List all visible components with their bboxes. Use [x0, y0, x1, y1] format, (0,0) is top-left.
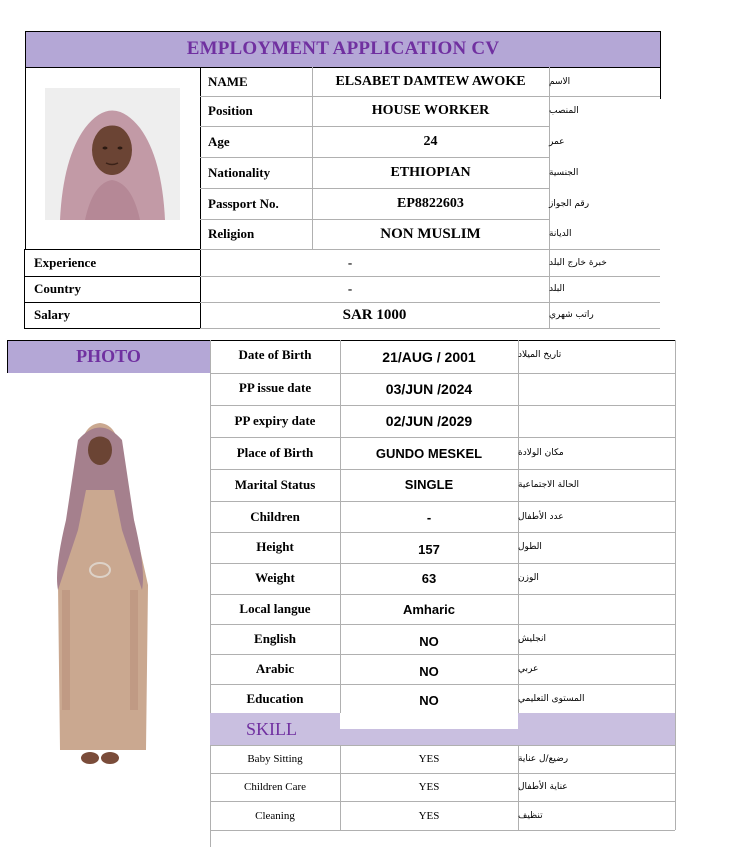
arabic-position: المنصب: [549, 106, 579, 116]
label-religion: Religion: [208, 226, 255, 241]
label-pp-expiry: PP expiry date: [234, 413, 316, 428]
arabic-name: الاسم: [549, 76, 571, 87]
skill-cleaning-arabic: تنظيف: [518, 810, 543, 821]
value-dob: 21/AUG / 2001: [382, 348, 476, 365]
value-height: 157: [418, 542, 440, 557]
skill-baby-sitting-label: Baby Sitting: [247, 753, 303, 765]
skill-children-care-value: YES: [418, 781, 440, 793]
value-pp-issue: 03/JUN /2024: [385, 381, 473, 397]
headshot-photo: [45, 88, 180, 220]
document-title: EMPLOYMENT APPLICATION CV: [186, 38, 500, 59]
arabic-salary: راتب شهري: [549, 310, 594, 320]
skill-cleaning-label: Cleaning: [255, 809, 295, 822]
label-local-language: Local langue: [239, 601, 311, 616]
label-nationality: Nationality: [208, 164, 271, 180]
value-pp-expiry: 02/JUN /2029: [385, 413, 473, 429]
arabic-pp-expiry: [518, 405, 658, 437]
value-english: NO: [419, 633, 439, 649]
label-name: NAME: [208, 73, 248, 89]
arabic-english: انجليش: [518, 634, 546, 644]
label-position: Position: [208, 103, 253, 118]
value-nationality: ETHIOPIAN: [390, 164, 471, 180]
label-country: Country: [34, 281, 81, 296]
value-experience: -: [347, 254, 353, 270]
value-marital-status: SINGLE: [404, 476, 454, 492]
arabic-arabic: عربي: [518, 664, 539, 674]
arabic-education: المستوى التعليمي: [518, 693, 585, 704]
skill-baby-sitting-arabic: رضيع/ل عناية: [518, 754, 569, 764]
value-arabic: NO: [419, 663, 439, 679]
label-age: Age: [208, 133, 230, 149]
arabic-height: الطول: [518, 541, 542, 552]
label-marital-status: Marital Status: [234, 477, 316, 492]
arabic-passport: رقم الجواز: [549, 198, 590, 209]
skill-baby-sitting-value: YES: [418, 753, 440, 765]
skill-cleaning-value: YES: [418, 809, 440, 822]
value-salary: SAR 1000: [342, 306, 407, 323]
label-height: Height: [256, 538, 294, 554]
label-weight: Weight: [255, 569, 295, 585]
label-english: English: [254, 631, 296, 646]
arabic-pp-issue: [518, 373, 658, 405]
value-position: HOUSE WORKER: [371, 103, 490, 118]
label-arabic: Arabic: [255, 661, 295, 676]
value-weight: 63: [421, 571, 437, 586]
value-name: ELSABET DAMTEW AWOKE: [335, 73, 526, 89]
skill-title: SKILL: [246, 718, 297, 739]
value-passport: EP8822603: [397, 195, 464, 211]
label-place-of-birth: Place of Birth: [236, 445, 314, 460]
value-religion: NON MUSLIM: [380, 225, 481, 242]
label-experience: Experience: [34, 254, 97, 270]
full-body-photo: [50, 420, 150, 778]
label-dob: Date of Birth: [238, 347, 312, 362]
value-education: NO: [419, 693, 439, 708]
label-pp-issue: PP issue date: [238, 380, 312, 395]
value-place-of-birth: GUNDO MESKEL: [375, 445, 483, 461]
arabic-dob: تاريخ الميلاد: [518, 350, 562, 360]
photo-label: PHOTO: [76, 346, 141, 366]
arabic-age: عمر: [549, 136, 565, 147]
arabic-experience: خبرة خارج البلد: [549, 257, 607, 268]
arabic-marital-status: الحالة الاجتماعية: [518, 480, 579, 490]
label-salary: Salary: [34, 307, 71, 322]
label-passport: Passport No.: [208, 195, 279, 211]
label-education: Education: [246, 690, 304, 706]
value-children: -: [426, 510, 432, 525]
arabic-children: عدد الأطفال: [518, 511, 564, 522]
label-children: Children: [250, 508, 300, 524]
value-age: 24: [423, 133, 438, 149]
arabic-nationality: الجنسية: [549, 167, 579, 178]
skill-children-care-arabic: عناية الأطفال: [518, 782, 568, 792]
arabic-local-language: [518, 594, 638, 624]
arabic-country: البلد: [549, 284, 565, 294]
value-country: -: [347, 281, 353, 296]
arabic-place-of-birth: مكان الولادة: [518, 448, 564, 458]
skill-children-care-label: Children Care: [243, 781, 306, 793]
arabic-weight: الوزن: [518, 572, 539, 583]
arabic-religion: الديانة: [549, 229, 572, 239]
value-local-language: Amharic: [402, 601, 456, 617]
